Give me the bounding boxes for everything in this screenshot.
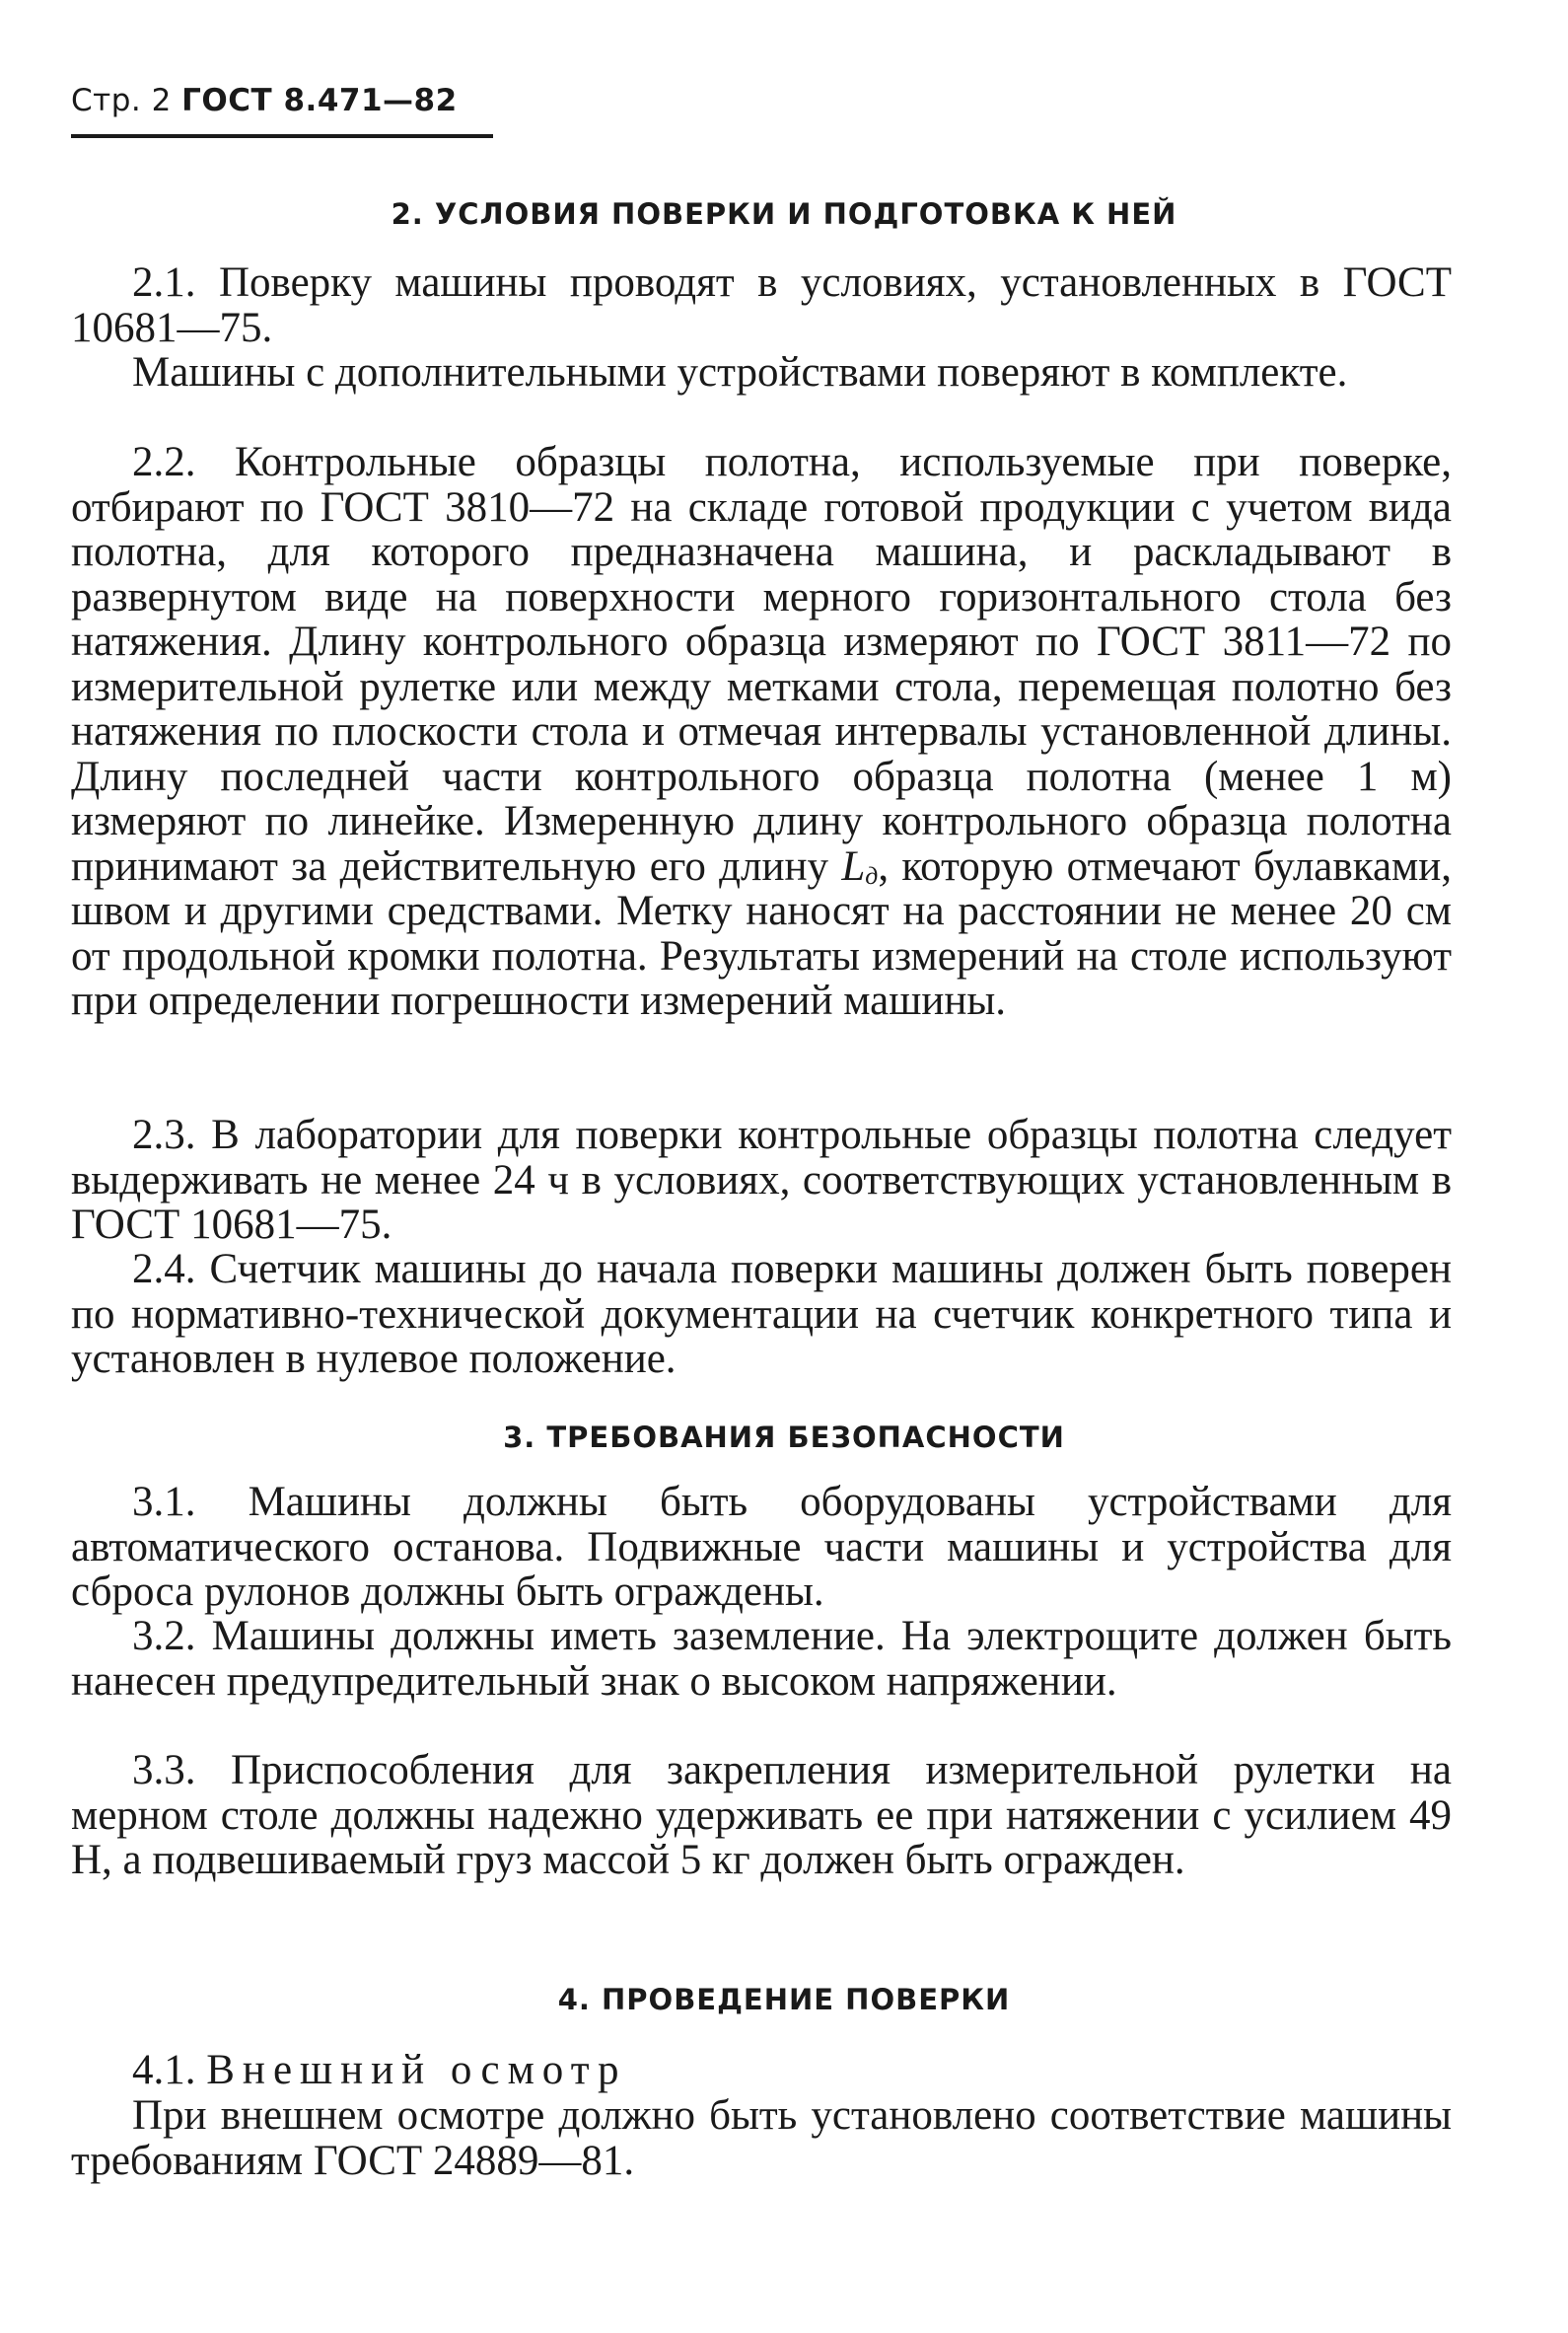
header-rule [71,134,493,138]
paragraph-3-3: 3.3. Приспособления для закрепления измерительной рулетки на мерном столе должны надежно удерживать ее при натяжении с усилием 49 Н, а подвешиваемый груз массой 5 кг должен быть огражден. [71,1747,1452,1883]
length-symbol: $L_д$ [841,842,879,890]
subsection-number: 4.1. [132,2047,196,2093]
paragraph-2-3: 2.3. В лаборатории для поверки контрольные образцы полотна следует выдерживать не менее 24 ч в условиях, соответствующих установленным в ГОСТ 10681—75. [71,1112,1452,1248]
paragraph-3-2: 3.2. Машины должны иметь заземление. На электрощите должен быть нанесен предупредительный знак о высоком напряжении. [71,1613,1452,1705]
paragraph-2-4: 2.4. Счетчик машины до начала поверки машины должен быть поверен по нормативно-технической документации на счетчик конкретного типа и установлен в нулевое положение. [71,1246,1452,1382]
section-2-heading: 2. УСЛОВИЯ ПОВЕРКИ И ПОДГОТОВКА К НЕЙ [391,197,1177,231]
subsection-4-1-title [71,2048,1452,2093]
paragraph-2-1: 2.1. Поверку машины проводят в условиях, установленных в ГОСТ 10681—75. [71,259,1452,351]
paragraph-2-2-text: 2.2. Контрольные образцы полотна, используемые при поверке, отбирают по ГОСТ 3810—72 на складе готовой продукции с учетом вида полотна, для которого предназначена машина, и раскладывают в развернутом виде на поверхности мерного горизонтального стола без натяжения. Длину контрольного образца измеряют по ГОСТ 3811—72 по измерительной рулетке или между метками стола, перемещая полотно без натяжения по плоскости стола и отмечая интервалы установленной длины. Длину последней части контрольного образца полотна (менее 1 м) измеряют по линейке. Измеренную длину контрольного образца полотна принимают за действительную его длину [71,439,1452,890]
section-4-heading: 4. ПРОВЕДЕНИЕ ПОВЕРКИ [557,1983,1011,2016]
page-header [71,83,458,118]
paragraph-2-2: 2.2. Контрольные образцы полотна, используемые при поверке, отбирают по ГОСТ 3810—72 на складе готовой продукции с учетом вида полотна, для которого предназначена машина, и раскладывают в развернутом виде на поверхности мерного горизонтального стола без натяжения. Длину контрольного образца измеряют по ГОСТ 3811—72 по измерительной рулетке или между метками стола, перемещая полотно без натяжения по плоскости стола и отмечая интервалы установленной длины. Длину последней части контрольного образца полотна (менее 1 м) измеряют по линейке. Измеренную длину контрольного образца полотна принимают за действительную его длину $L_д$, которую отмечают булавками, швом и другими средствами. Метку наносят на расстоянии не менее 20 см от продольной кромки полотна. Результаты измерений на столе используют при определении погрешности измерений машины. [71,439,1452,1024]
subsection-title: Внешний осмотр [206,2047,627,2093]
paragraph-4-1: При внешнем осмотре должно быть установлено соответствие машины требованиям ГОСТ 24889—81. [71,2092,1452,2184]
standard-code: ГОСТ 8.471—82 [181,83,458,118]
page-number: Стр. 2 [71,83,172,118]
paragraph-3-1: 3.1. Машины должны быть оборудованы устройствами для автоматического останова. Подвижные части машины и устройства для сброса рулонов должны быть ограждены. [71,1479,1452,1615]
paragraph-2-2-tail: которую отмечают булавками, швом и другими средствами. Метку наносят на расстоянии не менее 20 см от продольной кромки полотна. Результаты измерений на столе используют при определении погрешности измерений машины. [71,842,1452,1024]
section-3-heading: 3. ТРЕБОВАНИЯ БЕЗОПАСНОСТИ [503,1421,1065,1454]
paragraph-2-1-continued: Машины с дополнительными устройствами поверяют в комплекте. [132,349,1348,396]
